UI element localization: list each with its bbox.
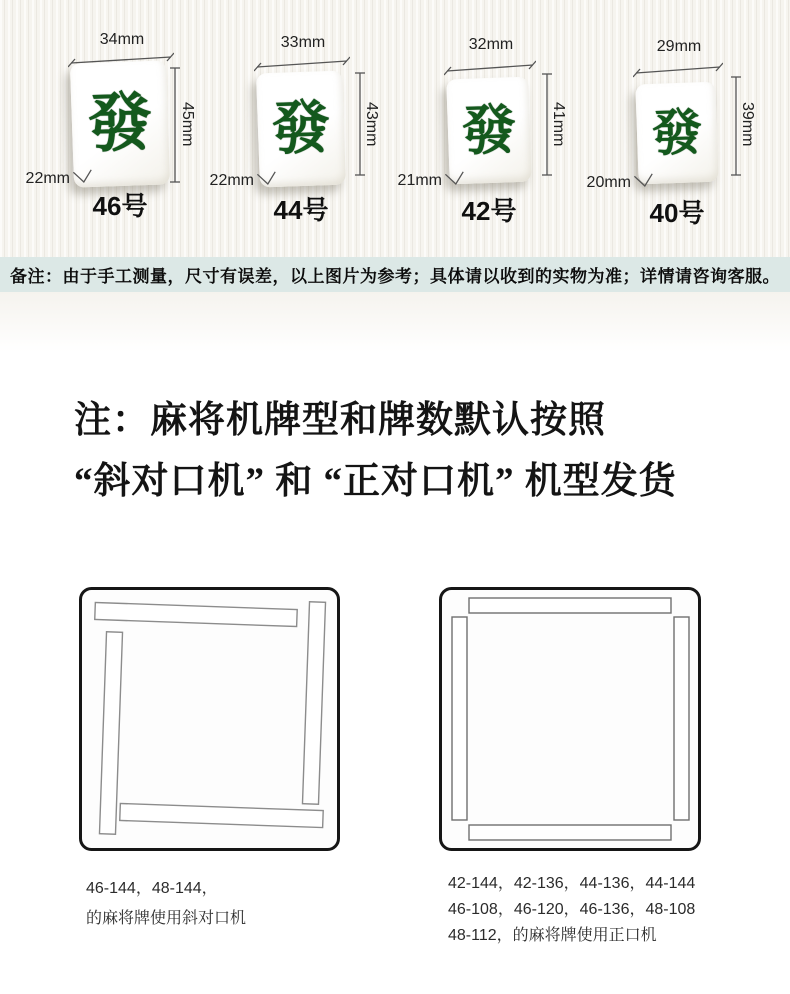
width-dimension-label: 33mm [280, 34, 326, 51]
tile-spec-group-46 [10, 0, 202, 240]
width-dimension-label: 34mm [99, 31, 145, 48]
width-dimension-line [444, 58, 536, 76]
diagram-caption-left [86, 874, 246, 934]
tile-spec-group-42 [386, 0, 578, 240]
depth-dimension-label: 22mm [25, 170, 70, 187]
shipping-note-line-2: “斜对口机” 和 “正对口机” 机型发货 [74, 461, 677, 502]
tile-size-label: 40号 [649, 198, 705, 228]
caption-left-line-1: 46-144，48-144， [86, 880, 218, 897]
depth-dimension-label: 22mm [209, 172, 254, 189]
diagonal-machine-diagram [78, 586, 341, 852]
width-dimension-line [254, 54, 350, 72]
depth-arrow-icon [72, 168, 94, 186]
caption-right-line-2: 46-108，46-120，46-136，48-108 [448, 901, 696, 918]
caption-right-line-3: 48-112，的麻将牌使用正口机 [448, 927, 657, 944]
shipping-note-line-1: 注：麻将机牌型和牌数默认按照 [74, 400, 606, 441]
tile-size-label: 44号 [273, 195, 329, 225]
tile-glyph: 發 [651, 104, 703, 162]
height-dimension-label: 45mm [179, 102, 196, 147]
depth-dimension-label: 21mm [397, 172, 442, 189]
depth-arrow-icon [444, 170, 466, 188]
tile-glyph: 發 [270, 95, 332, 162]
shipping-note [74, 390, 677, 512]
tile-size-label: 42号 [461, 196, 517, 226]
remark-bar [0, 257, 790, 292]
tile-glyph: 發 [86, 86, 154, 161]
width-dimension-label: 32mm [468, 36, 514, 53]
mahjong-tile [446, 77, 532, 185]
tile-spec-group-44 [196, 0, 388, 240]
tile-size-label: 46号 [92, 191, 148, 221]
height-dimension-label: 43mm [363, 102, 380, 147]
caption-right-line-1: 42-144，42-136，44-136，44-144 [448, 875, 696, 892]
height-dimension-label: 39mm [739, 102, 756, 147]
straight-machine-diagram [438, 586, 702, 852]
depth-arrow-icon [633, 172, 655, 190]
tile-spec-group-40 [571, 0, 763, 240]
width-dimension-line [633, 60, 723, 78]
background-fade [0, 292, 790, 352]
depth-arrow-icon [256, 170, 278, 188]
tile-glyph: 發 [460, 99, 518, 162]
caption-left-line-2: 的麻将牌使用斜对口机 [86, 910, 247, 927]
depth-dimension-label: 20mm [586, 174, 631, 191]
remark-text: 备注：由于手工测量，尺寸有误差，以上图片为参考；具体请以收到的实物为准；详情请咨询客服。 [10, 267, 780, 286]
width-dimension-label: 29mm [656, 38, 702, 55]
diagram-caption-right [448, 871, 695, 949]
mahjong-tile [635, 82, 718, 185]
height-dimension-label: 41mm [550, 102, 567, 147]
